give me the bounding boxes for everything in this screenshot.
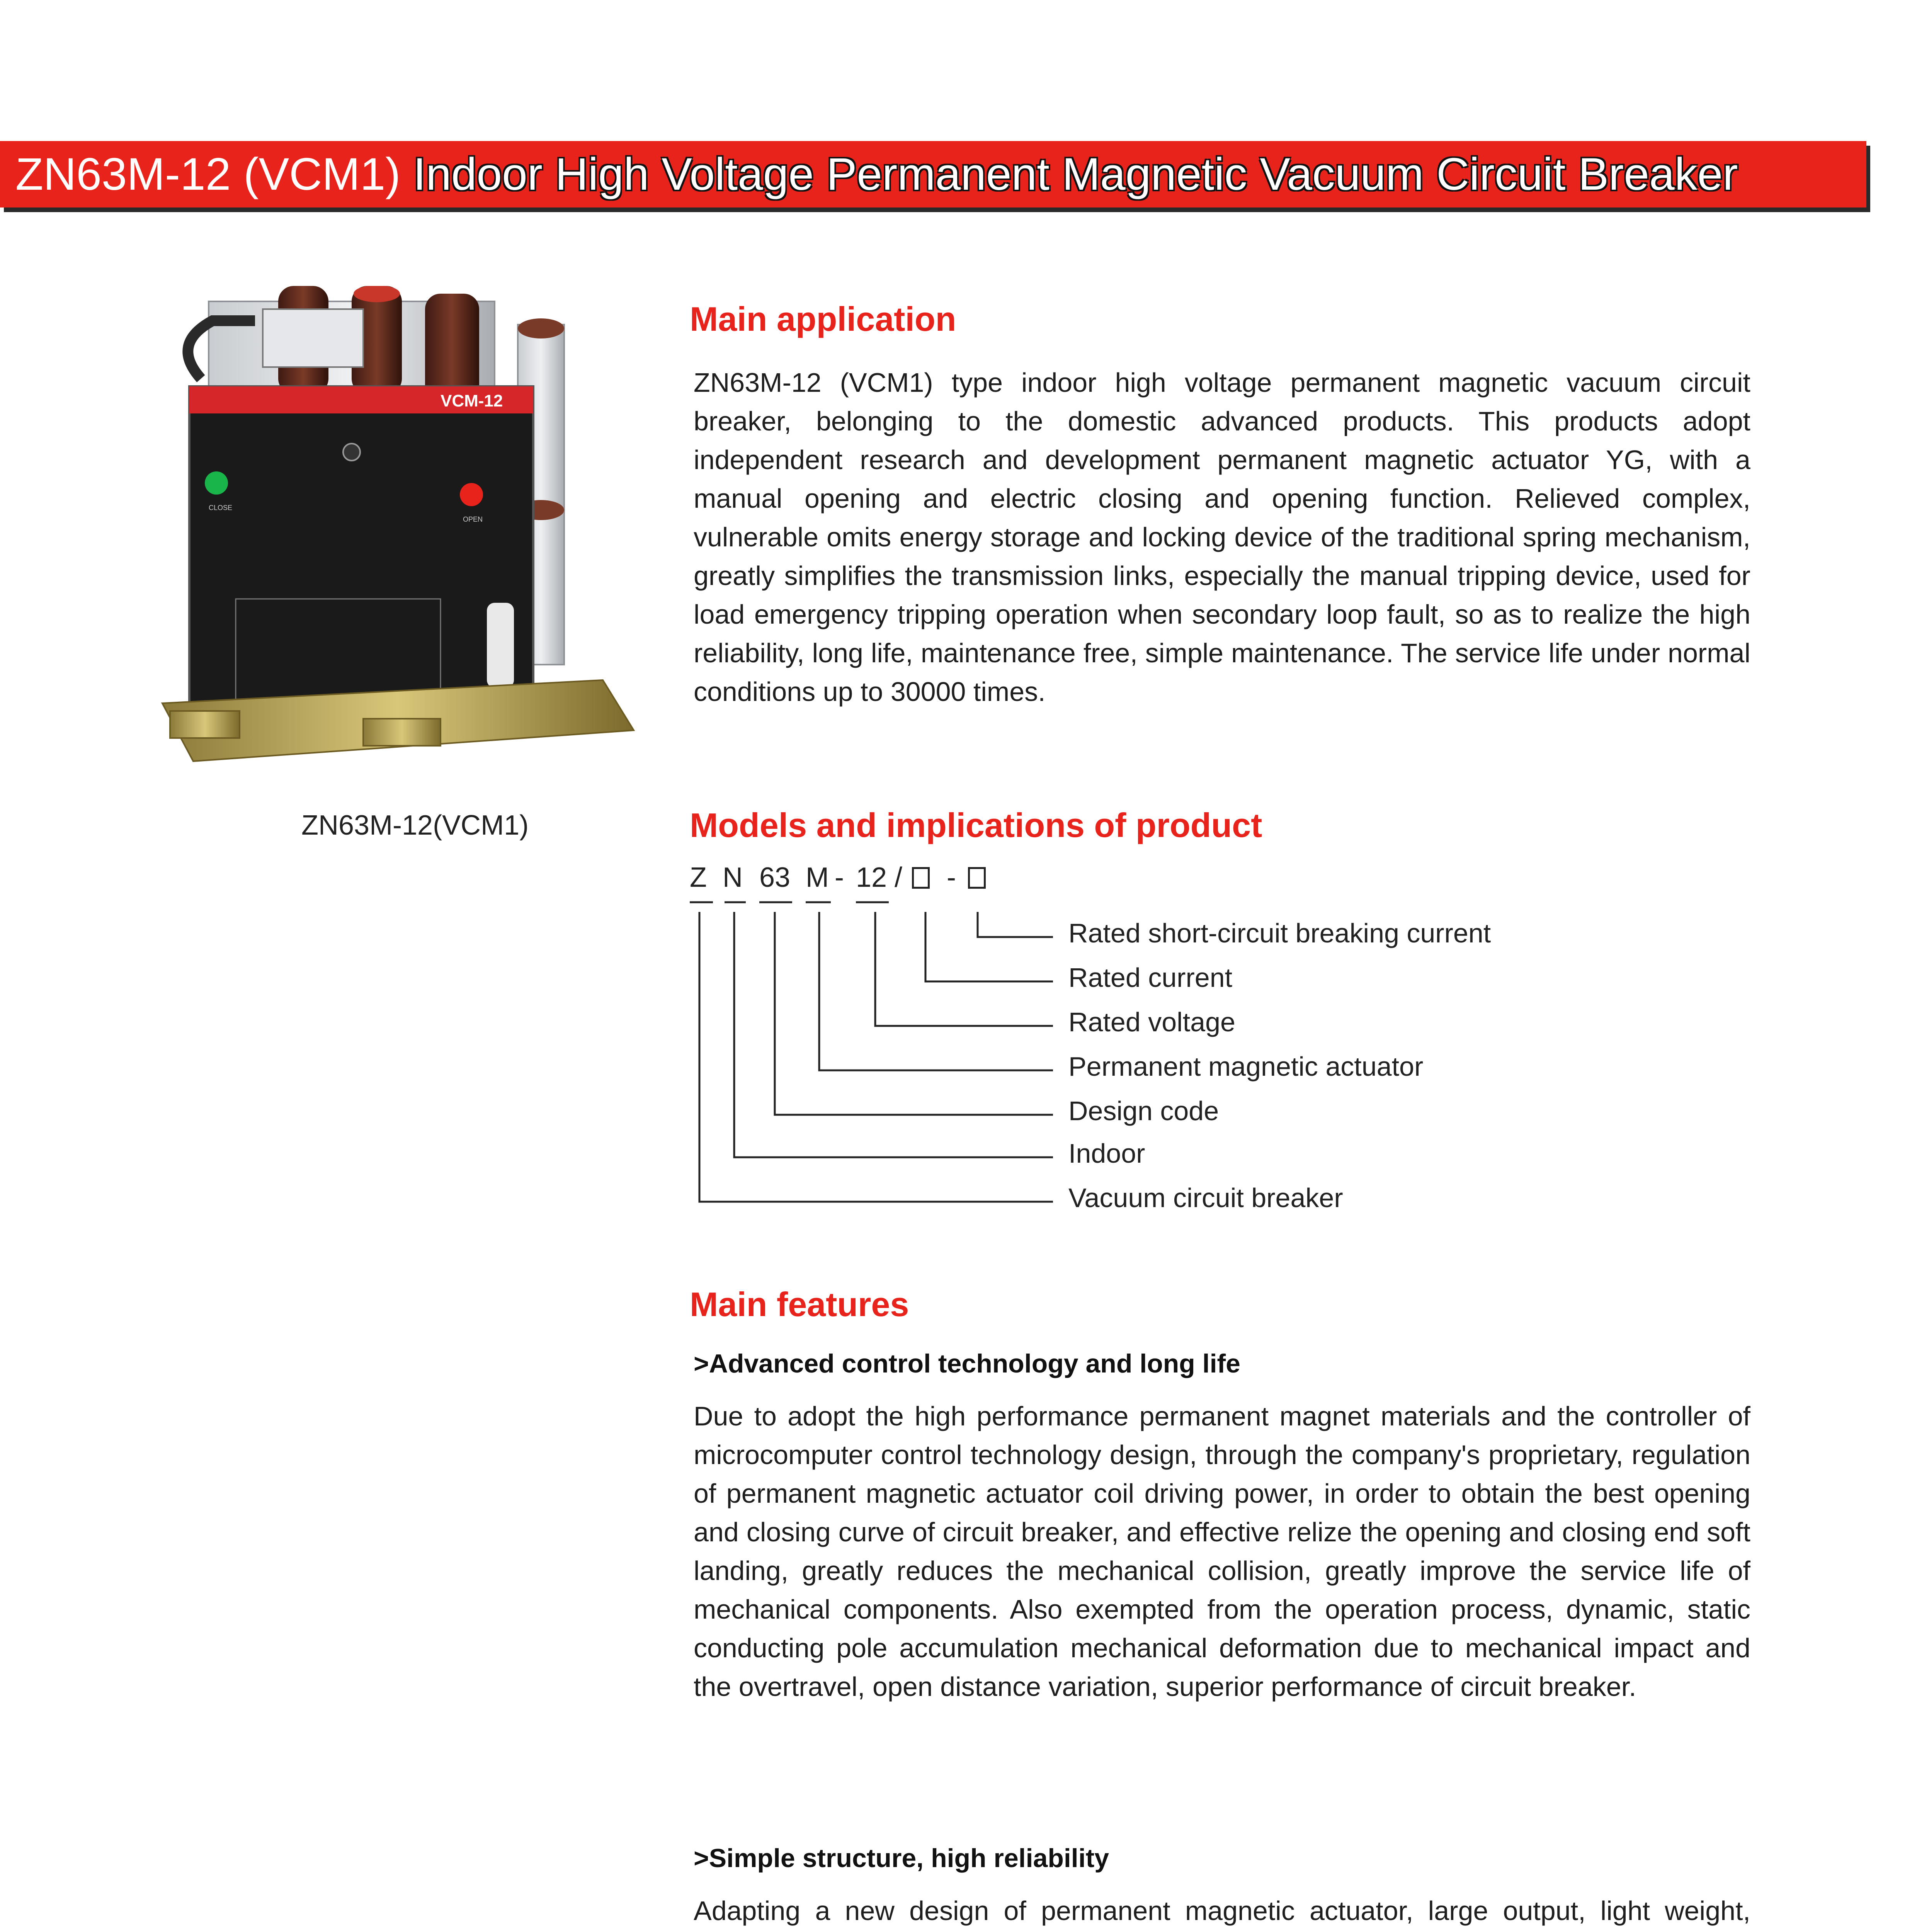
main-application-heading: Main application [690, 300, 956, 338]
title-bar [0, 141, 1866, 207]
code-slash: / [895, 862, 903, 893]
feature-2-title: >Simple structure, high reliability [694, 1844, 1109, 1873]
legend-breaking-current: Rated short-circuit breaking current [1068, 918, 1491, 948]
legend-indoor: Indoor [1068, 1138, 1145, 1168]
legend-design-code: Design code [1068, 1096, 1219, 1126]
legend-actuator: Permanent magnetic actuator [1068, 1051, 1424, 1082]
feature-1-title: >Advanced control technology and long life [694, 1349, 1240, 1378]
code-n: N [723, 862, 743, 893]
legend-vacuum-breaker: Vacuum circuit breaker [1068, 1183, 1343, 1213]
code-m: M [806, 862, 829, 893]
title-description: Indoor High Voltage Permanent Magnetic Vacuum Circuit Breaker [413, 149, 1738, 200]
open-indicator-icon [460, 483, 483, 506]
code-dash-2: - [947, 862, 956, 893]
svg-text:CLOSE: CLOSE [209, 504, 233, 512]
title-model: ZN63M-12 (VCM1) [15, 149, 401, 200]
main-application-text: ZN63M-12 (VCM1) type indoor high voltage permanent magnetic vacuum circuit breaker, belonging to the domestic advanced products. This products adopt independent research and development permanent magnetic actuator YG, with a manual opening and electric closing and opening function. Relieved complex, vulnerable omits energy storage and locking device of the traditional spring mechanism, greatly simplifies the transmission links, especially the manual tripping device, used for load emergency tripping operation when secondary loop fault, so as to realize the high reliability, long life, maintenance free, simple maintenance. The service life under normal conditions up to 30000 times. [694, 367, 1750, 707]
main-features-heading: Main features [690, 1285, 909, 1323]
code-current-box [912, 867, 930, 889]
code-voltage: 12 [856, 862, 887, 893]
legend-rated-voltage: Rated voltage [1068, 1007, 1235, 1037]
code-design: 63 [759, 862, 791, 893]
code-z: Z [690, 862, 707, 893]
close-indicator-icon [205, 471, 228, 495]
code-breaking-box [968, 867, 986, 889]
code-dash-1: - [835, 862, 844, 893]
legend-rated-current: Rated current [1068, 963, 1233, 993]
models-heading: Models and implications of product [690, 806, 1262, 844]
svg-text:OPEN: OPEN [463, 515, 483, 523]
product-caption: ZN63M-12(VCM1) [301, 810, 529, 841]
page-title [15, 141, 1738, 207]
feature-1-text: Due to adopt the high performance permanent magnet materials and the controller of microcomputer control technology design, through the company's proprietary, regulation of permanent magnetic actuator coil driving power, in order to obtain the best opening and closing curve of circuit breaker, and effective relize the opening and closing end soft landing, greatly reduces the mechanical collision, greatly improve the service life of mechanical components. Also exempted from the operation process, dynamic, static conducting pole accumulation mechanical deformation due to mechanical impact and the overtravel, open distance variation, superior performance of circuit breaker. [694, 1401, 1750, 1702]
feature-2-text: Adapting a new design of permanent magnetic actuator, large output, light weight, [694, 1896, 1750, 1926]
product-image [147, 286, 688, 781]
panel-label: VCM-12 [441, 391, 503, 410]
